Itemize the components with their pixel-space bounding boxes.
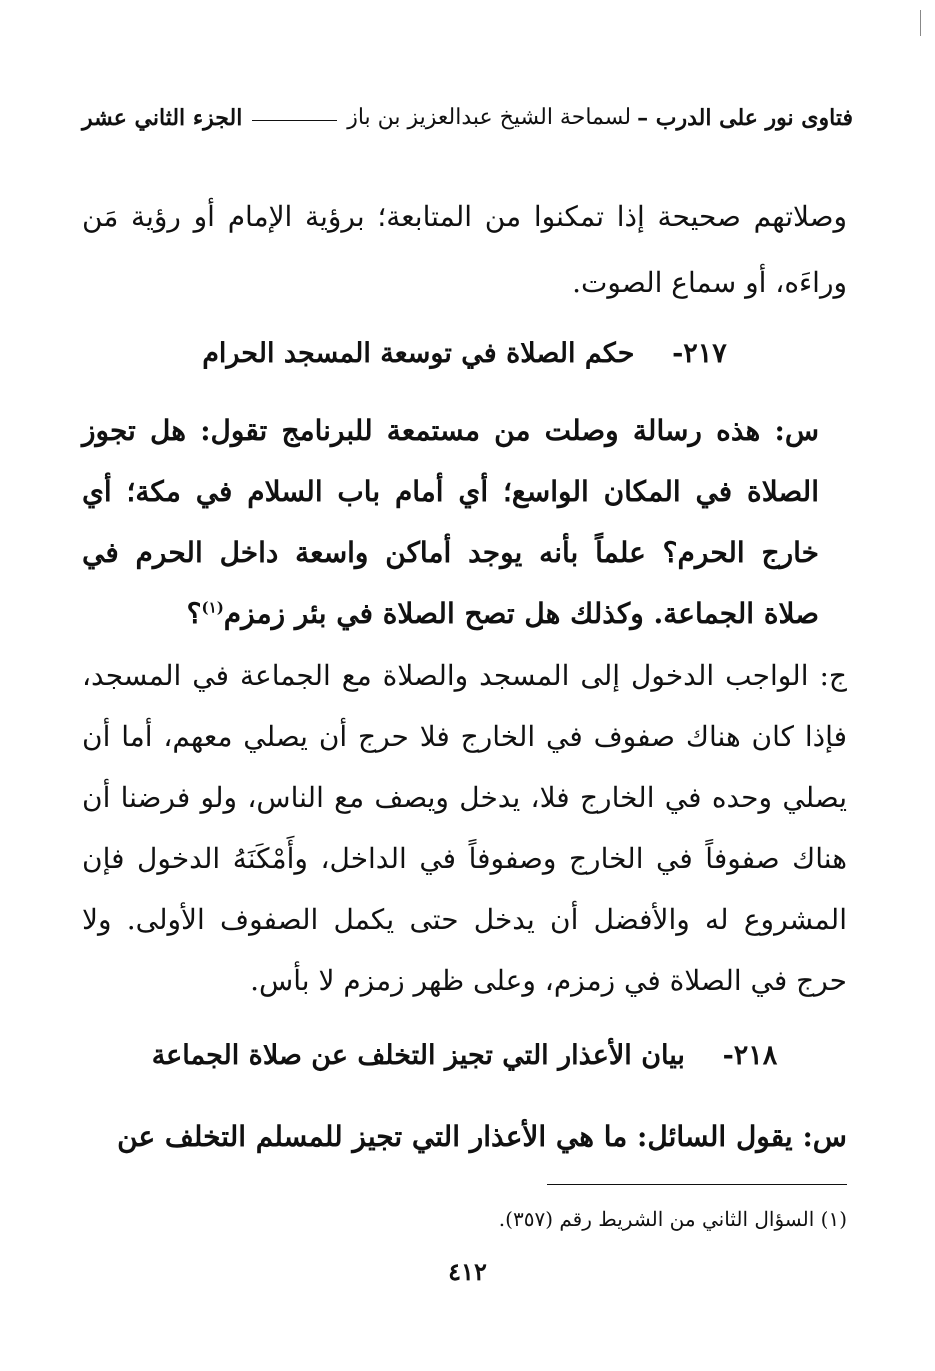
question-1 [82,400,847,644]
running-head-part: الجزء الثاني عشر [82,105,243,131]
running-head-author: لسماحة الشيخ عبدالعزيز بن باز [347,105,632,130]
paragraph-continuation: وصلاتهم صحيحة إذا تمكنوا من المتابعة؛ برؤية الإمام أو رؤية مَن وراءَه، أو سماع الصوت. [82,200,847,299]
footnote-reference: (١) [201,598,224,617]
section-number: ٢١٧- [672,338,727,369]
section-title: بيان الأعذار التي تجيز التخلف عن صلاة الجماعة [151,1040,685,1071]
section-heading-218 [82,1032,847,1080]
section-title: حكم الصلاة في توسعة المسجد الحرام [202,338,635,369]
section-heading-217 [82,330,847,378]
footnote: (١) السؤال الثاني من الشريط رقم (٣٥٧). [498,1207,847,1231]
running-head-title: فتاوى نور على الدرب – [637,105,853,131]
running-head [82,98,853,138]
footnote-separator [547,1184,847,1185]
scan-corner-mark [920,10,927,36]
page-number: ٤١٢ [448,1257,487,1286]
running-head-rule [252,120,337,121]
section-number: ٢١٨- [722,1040,778,1071]
question-1-end: ؟ [186,597,202,630]
question-2: س: يقول السائل: ما هي الأعذار التي تجيز للمسلم التخلف عن [117,1120,847,1153]
question-1-text: س: هذه رسالة وصلت من مستمعة للبرنامج تقول: هل تجوز الصلاة في المكان الواسع؛ أي أمام باب السلام في مكة؛ أي خارج الحرم؟ علماً بأنه يوجد أماكن واسعة داخل الحرم في صلاة الجماعة. وكذلك هل تصح الصلاة في بئر زمزم [82,414,819,630]
answer-1: ج: الواجب الدخول إلى المسجد والصلاة مع الجماعة في المسجد، فإذا كان هناك صفوف في الخارج فلا حرج أن يصلي معهم، أما أن يصلي وحده في الخارج فلا، يدخل ويصف مع الناس، ولو فرضنا أن هناك صفوفاً في الخارج وصفوفاً في الداخل، وأَمْكَنَهُ الدخول فإن المشروع له والأفضل أن يدخل حتى يكمل الصفوف الأولى. ولا حرج في الصلاة في زمزم، وعلى ظهر زمزم لا بأس. [82,659,847,997]
